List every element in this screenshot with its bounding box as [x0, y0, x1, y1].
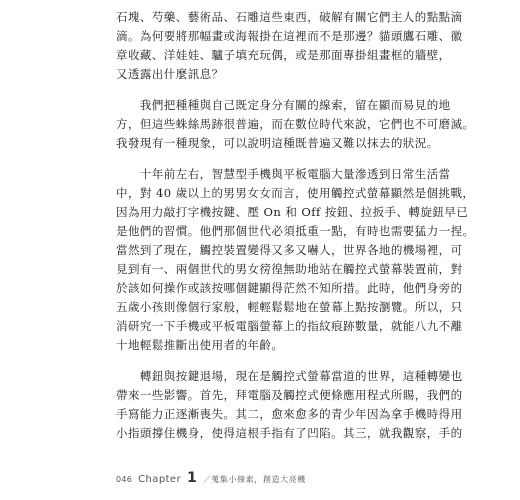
text-line: 又透露出什麼訊息？: [116, 67, 224, 81]
text-line: 帶來一些影響。首先，拜電腦及觸控式便條應用程式所賜，我們的: [116, 388, 463, 402]
text-line: 因為用力敲打字機按鍵、壓 On 和 Off 按鈕、拉扳手、轉旋鈕早已: [116, 205, 469, 219]
text-line: 是他們的習慣。他們那個世代必須抵重一點，有時也需要猛力一捏。: [116, 224, 475, 238]
text-line: 小指頭撐住機身，使得這根手指有了凹陷。其三，就我觀察，手的: [116, 426, 463, 440]
text-line: 手寫能力正逐漸喪失。其二，愈來愈多的青少年因為拿手機時得用: [116, 407, 463, 421]
chapter-number: 1: [186, 470, 197, 486]
text-line: 於該如何操作或該按哪個鍵顯得茫然不知所措。此時，他們身旁的: [116, 281, 463, 295]
text-line: 當然到了現在，觸控裝置變得又多又嚇人，世界各地的機場裡，可: [116, 243, 463, 257]
paragraph: [116, 165, 475, 355]
text-line: 石塊、芍藥、藝術品、石雕這些東西，破解有關它們主人的點點滴: [116, 10, 463, 24]
paragraph: [116, 8, 463, 84]
text-line: 滴。為何要將那幅畫或海報掛在這裡而不是那邊？貓頭鷹石雕、徽: [116, 29, 463, 43]
paragraph: [116, 367, 463, 443]
text-line: 消研究一下手機或平板電腦螢幕上的指紋痕跡數量，就能八九不離: [116, 319, 463, 333]
text-line: 我發現有一種現象，可以說明這種既普遍又難以抹去的狀況。: [116, 136, 439, 150]
text-line: 方，但這些蛛絲馬跡很普遍，而在數位時代來說，它們也不可磨滅。: [116, 117, 475, 131]
text-line: 五歲小孩則像個行家般，輕輕鬆鬆地在螢幕上點按瀏覽。所以，只: [116, 300, 463, 314]
text-line: 見到有一、兩個世代的男女徬徨無助地站在觸控式螢幕裝置前，對: [116, 262, 463, 276]
body-text: [116, 8, 475, 455]
text-line: 轉鈕與按鍵退場，現在是觸控式螢幕當道的世界，這種轉變也: [116, 369, 463, 383]
page-footer: [116, 470, 306, 484]
text-line: 十地輕鬆推斷出使用者的年齡。: [116, 338, 284, 352]
paragraph: [116, 96, 475, 153]
chapter-title: ／蒐集小線索，創造大亮機: [202, 475, 306, 484]
text-line: 中，對 40 歲以上的男男女女而言，使用觸控式螢幕顯然是個挑戰，: [116, 186, 475, 200]
text-line: 我們把種種與自己既定身分有關的線索，留在顯而易見的地: [116, 98, 451, 112]
chapter-label: Chapter: [138, 474, 181, 485]
text-line: 章收藏、洋娃娃、驢子填充玩偶，或是那面專掛組畫框的牆壁，: [116, 48, 451, 62]
text-line: 十年前左右，智慧型手機與平板電腦大量滲透到日常生活當: [116, 167, 451, 181]
page-number: 046: [116, 475, 133, 484]
